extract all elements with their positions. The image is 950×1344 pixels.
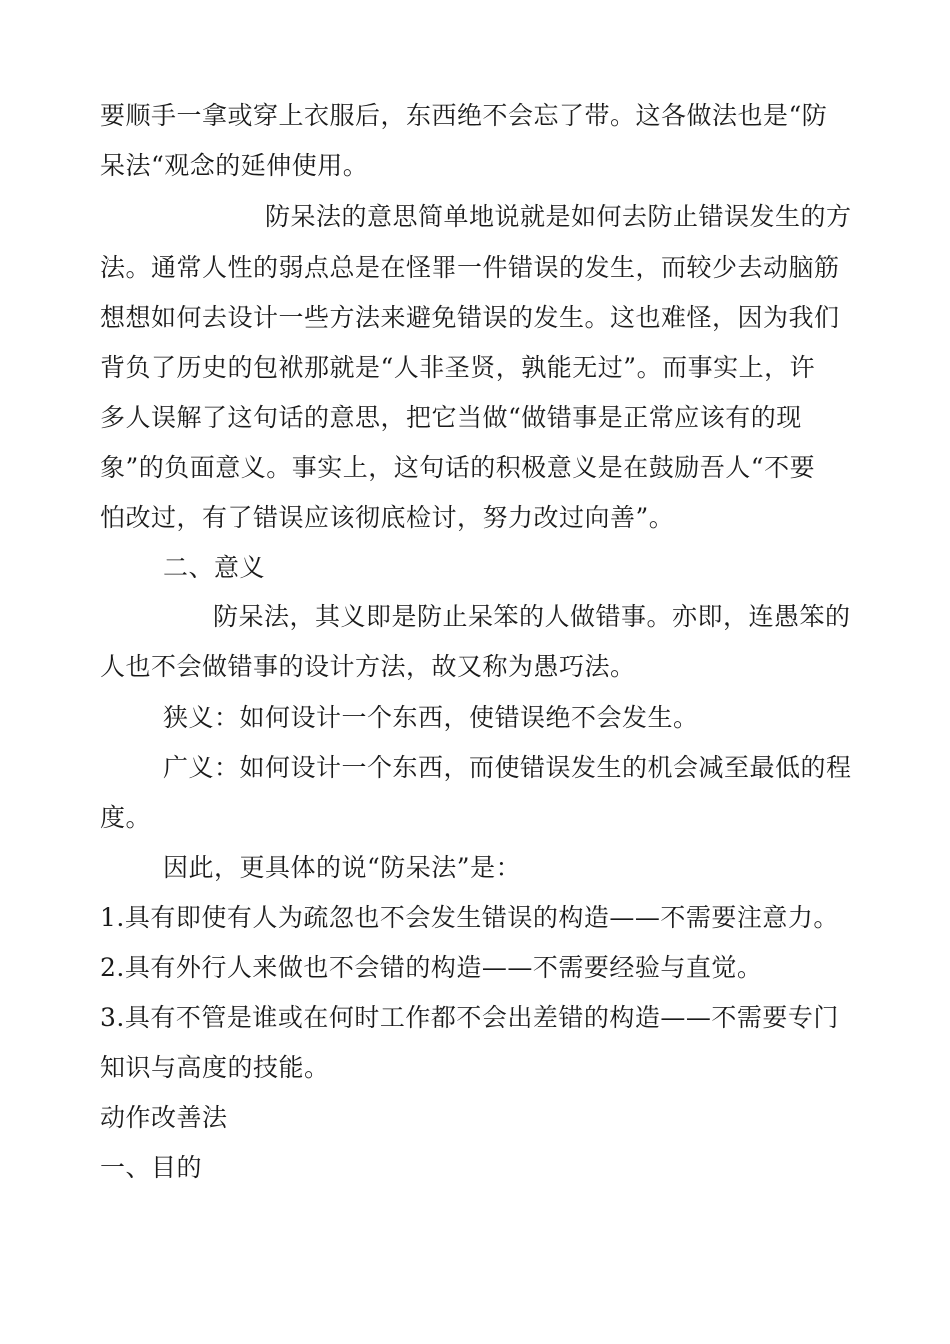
text-line: 背负了历史的包袱那就是“人非圣贤，孰能无过”。而事实上，许 bbox=[100, 353, 816, 382]
paragraph-start-line: 因此，更具体的说“防呆法”是： bbox=[163, 853, 522, 882]
text-line: 怕改过，有了错误应该彻底检讨，努力改过向善”。 bbox=[100, 503, 675, 532]
text-line: 多人误解了这句话的意思，把它当做“做错事是正常应该有的现 bbox=[100, 403, 802, 432]
text-line: 知识与高度的技能。 bbox=[100, 1053, 330, 1082]
paragraph-start-line: 防呆法的意思简单地说就是如何去防止错误发生的方 bbox=[265, 202, 852, 231]
paragraph-start-line: 防呆法，其义即是防止呆笨的人做错事。亦即，连愚笨的 bbox=[213, 602, 851, 631]
definition-broad: 广义：如何设计一个东西，而使错误发生的机会减至最低的程 bbox=[163, 753, 852, 782]
text-line: 呆法“观念的延伸使用。 bbox=[100, 151, 369, 180]
text-line: 象”的负面意义。事实上，这句话的积极意义是在鼓励吾人“不要 bbox=[100, 453, 816, 482]
text-line: 想想如何去设计一些方法来避免错误的发生。这也难怪，因为我们 bbox=[100, 303, 840, 332]
list-item: 1.具有即使有人为疏忽也不会发生错误的构造——不需要注意力。 bbox=[100, 903, 839, 932]
list-item: 3.具有不管是谁或在何时工作都不会出差错的构造——不需要专门 bbox=[100, 1003, 839, 1032]
section-heading: 一、目的 bbox=[100, 1153, 203, 1182]
section-heading: 二、意义 bbox=[163, 553, 266, 582]
text-line: 法。通常人性的弱点总是在怪罪一件错误的发生，而较少去动脑筋 bbox=[100, 253, 840, 282]
list-item: 2.具有外行人来做也不会错的构造——不需要经验与直觉。 bbox=[100, 953, 763, 982]
text-line: 要顺手一拿或穿上衣服后，东西绝不会忘了带。这各做法也是“防 bbox=[100, 101, 828, 130]
text-line: 度。 bbox=[100, 803, 152, 832]
section-title: 动作改善法 bbox=[100, 1103, 228, 1132]
text-line: 人也不会做错事的设计方法，故又称为愚巧法。 bbox=[100, 652, 636, 681]
definition-narrow: 狭义：如何设计一个东西，使错误绝不会发生。 bbox=[163, 703, 699, 732]
